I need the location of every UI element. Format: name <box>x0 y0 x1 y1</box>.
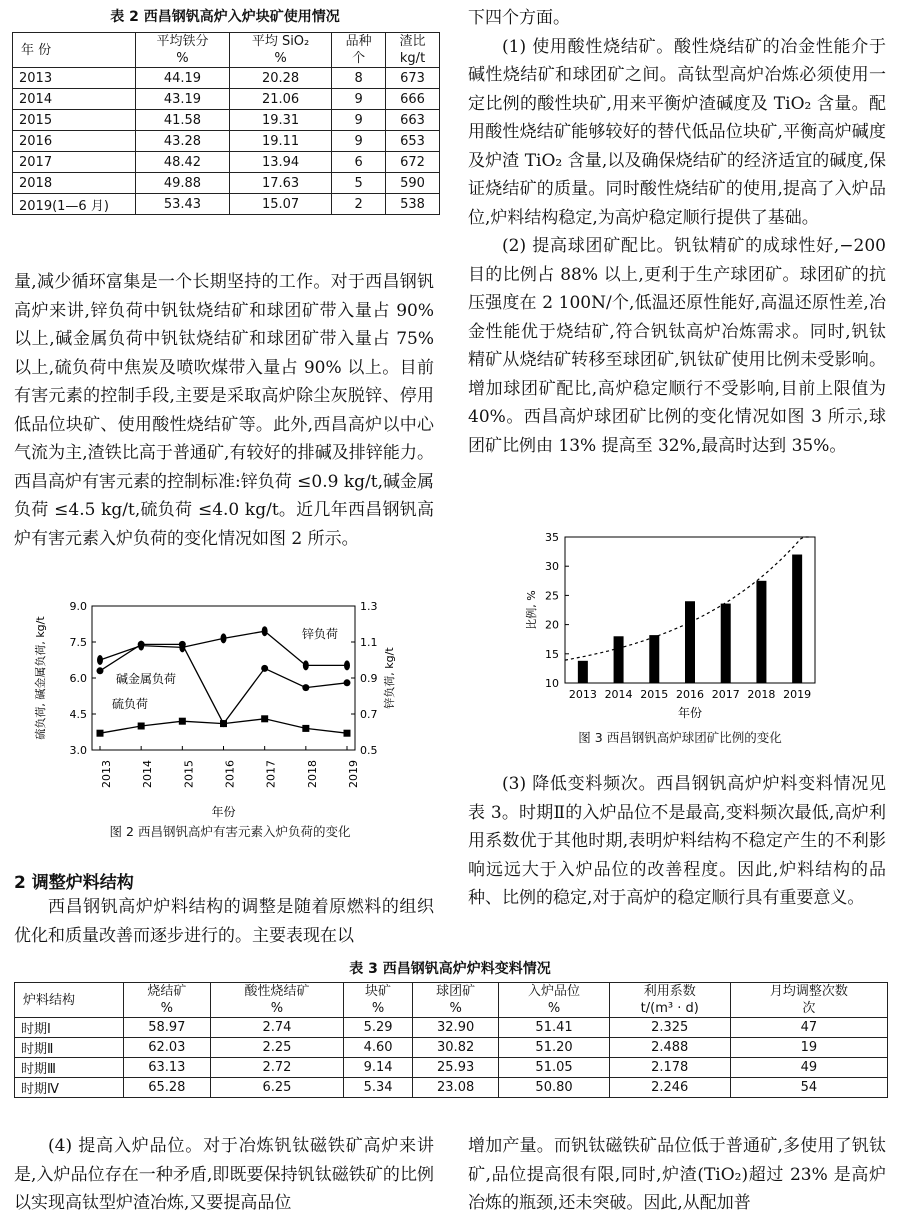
x-tick-label: 2017 <box>264 760 278 788</box>
table2-cell: 43.28 <box>136 131 230 152</box>
table2-cell: 2016 <box>13 131 136 152</box>
x-tick-label: 2013 <box>568 688 597 701</box>
table2-row <box>13 68 440 89</box>
series-marker-zinc <box>221 633 227 643</box>
series-marker-sulfur <box>138 723 145 730</box>
series-marker-zinc <box>303 660 309 670</box>
table3-header-label: 块矿 <box>365 984 392 999</box>
table2-cell: 2013 <box>13 68 136 89</box>
x-tick-label: 2014 <box>604 688 633 701</box>
right-column-text-top <box>468 4 886 460</box>
table3-cell: 50.80 <box>499 1078 609 1098</box>
series-marker-alkali <box>302 684 309 691</box>
annotation-zinc: 锌负荷 <box>302 627 339 641</box>
table2-header-label: 年 份 <box>21 42 52 58</box>
table2-header-cell <box>332 33 386 68</box>
table2-cell: 21.06 <box>229 89 331 110</box>
table2-row <box>13 110 440 131</box>
table3-header-label: 月均调整次数 <box>769 984 848 999</box>
y-tick-label: 20 <box>545 618 559 632</box>
series-marker-sulfur <box>97 730 104 737</box>
table2-header-cell <box>13 33 136 68</box>
x-tick-label: 2018 <box>747 688 776 701</box>
table2-header-row <box>13 33 440 68</box>
table2-cell: 2018 <box>13 173 136 194</box>
y-tick-label: 10 <box>545 677 559 690</box>
table3-row <box>15 1058 888 1078</box>
left-tick-label: 7.5 <box>69 636 87 649</box>
table3-cell: 时期Ⅱ <box>15 1038 124 1058</box>
table3-cell: 4.60 <box>344 1038 413 1058</box>
table2-cell: 9 <box>332 110 386 131</box>
table2-cell: 590 <box>386 173 440 194</box>
table2-header-label: 平均铁分 <box>156 34 209 49</box>
x-tick-label: 2014 <box>141 760 155 788</box>
table2 <box>12 32 440 215</box>
series-marker-alkali <box>261 665 268 672</box>
table3-cell: 25.93 <box>412 1058 499 1078</box>
table3-row <box>15 1038 888 1058</box>
table3-cell: 2.25 <box>210 1038 344 1058</box>
table2-caption: 表 2 西昌钢钒高炉入炉块矿使用情况 <box>110 9 340 25</box>
right-tick-label: 1.3 <box>360 600 378 613</box>
x-tick-label: 2015 <box>182 760 196 788</box>
series-marker-zinc <box>262 626 268 636</box>
table2-cell: 672 <box>386 152 440 173</box>
right-column-text-bottom <box>468 770 886 913</box>
table3-cell: 19 <box>730 1038 887 1058</box>
bar <box>792 555 802 683</box>
section-heading: 2 调整炉料结构 <box>14 873 134 893</box>
left-tick-label: 6.0 <box>69 672 87 685</box>
table2-row <box>13 194 440 215</box>
left-axis-label: 硫负荷, 碱金属负荷, kg/t <box>34 616 47 740</box>
table2-cell: 5 <box>332 173 386 194</box>
table3-cell: 6.25 <box>210 1078 344 1098</box>
table3-cell: 65.28 <box>124 1078 211 1098</box>
table3-header-cell <box>15 983 124 1018</box>
x-tick-label: 2018 <box>305 760 319 788</box>
table3-cell: 32.90 <box>412 1018 499 1038</box>
table3-cell: 58.97 <box>124 1018 211 1038</box>
table3-cell: 2.488 <box>609 1038 730 1058</box>
section2-text <box>14 893 434 950</box>
table2-header-unit: % <box>274 51 287 66</box>
table3-cell: 49 <box>730 1058 887 1078</box>
table2-cell: 538 <box>386 194 440 215</box>
series-marker-sulfur <box>302 725 309 732</box>
table3-header-cell <box>499 983 609 1018</box>
table3-grid <box>14 982 888 1098</box>
figure3-chart <box>515 525 825 725</box>
table3-cell: 时期Ⅳ <box>15 1078 124 1098</box>
table3-header-label: 球团矿 <box>436 984 476 999</box>
table2-header-label: 平均 SiO₂ <box>251 34 310 49</box>
x-axis-label: 年份 <box>211 805 236 819</box>
series-marker-alkali <box>179 641 186 648</box>
table2-cell: 19.11 <box>229 131 331 152</box>
table3-cell: 63.13 <box>124 1058 211 1078</box>
table3-cell: 47 <box>730 1018 887 1038</box>
table3-header-label: 烧结矿 <box>147 984 187 999</box>
table2-cell: 53.43 <box>136 194 230 215</box>
x-tick-label: 2013 <box>100 760 113 788</box>
table2-header-cell <box>136 33 230 68</box>
annotation-sulfur: 硫负荷 <box>112 697 149 711</box>
table2-cell: 9 <box>332 131 386 152</box>
x-tick-label: 2016 <box>223 760 237 788</box>
x-tick-label: 2019 <box>347 760 360 788</box>
table3-cell: 23.08 <box>412 1078 499 1098</box>
table3-header-cell <box>730 983 887 1018</box>
table3-header-cell <box>124 983 211 1018</box>
table2-cell: 17.63 <box>229 173 331 194</box>
bar <box>685 601 695 683</box>
table2-cell: 49.88 <box>136 173 230 194</box>
table3-cell: 9.14 <box>344 1058 413 1078</box>
table2-header-unit: kg/t <box>399 51 426 66</box>
right-axis-label: 锌负荷, kg/t <box>383 647 396 709</box>
left-column-text <box>14 268 434 553</box>
table3-cell: 时期Ⅰ <box>15 1018 124 1038</box>
table3-header-label: 利用系数 <box>643 984 696 999</box>
series-marker-alkali <box>138 641 145 648</box>
table2-header-label: 品种 <box>345 34 372 49</box>
x-tick-label: 2019 <box>783 688 812 701</box>
x-tick-label: 2016 <box>676 688 704 701</box>
table3-cell: 54 <box>730 1078 887 1098</box>
table2-cell: 663 <box>386 110 440 131</box>
table2-header-label: 渣比 <box>399 34 426 49</box>
bottom-left-text <box>14 1132 434 1218</box>
table2-cell: 666 <box>386 89 440 110</box>
table3-cell: 30.82 <box>412 1038 499 1058</box>
table2-cell: 41.58 <box>136 110 230 131</box>
right-paragraph-2: (2) 提高球团矿配比。钒钛精矿的成球性好,−200 目的比例占 88% 以上,更利于生产球团矿。球团矿的抗压强度在 2 100N/个,低温还原性能好,高温还原性差,冶金性能优于烧结矿,符合钒钛高炉冶炼需求。同时,钒钛精矿从烧结矿转移至球团矿,钒钛矿使用比例未受影响。增加球团矿配比,高炉稳定顺行不受影响,目前上限值为 40%。西昌高炉球团矿比例的变化情况如图 3 所示,球团矿比例由 13% 提高至 32%,最高时达到 35%。 <box>468 236 886 456</box>
table2-row <box>13 152 440 173</box>
left-paragraph: 量,减少循环富集是一个长期坚持的工作。对于西昌钢钒高炉来讲,锌负荷中钒钛烧结矿和球团矿带入量占 90% 以上,碱金属负荷中钒钛烧结矿和球团矿带入量占 75% 以上,硫负荷中焦炭及喷吹煤带入量占 90% 以上。目前有害元素的控制手段,主要是采取高炉除尘灰脱锌、停用低品位块矿、使用酸性烧结矿等。此外,西昌高炉以中心气流为主,渣铁比高于普通矿,有较好的排碱及排锌能力。西昌高炉有害元素的控制标准:锌负荷 ≤0.9 kg/t,碱金属负荷 ≤4.5 kg/t,硫负荷 ≤4.0 kg/t。近几年西昌钢钒高炉有害元素入炉负荷的变化情况如图 2 所示。 <box>14 272 434 549</box>
table3-header-cell <box>344 983 413 1018</box>
table3-row <box>15 1018 888 1038</box>
bottom-right-text <box>468 1132 886 1218</box>
table3-cell: 62.03 <box>124 1038 211 1058</box>
right-tick-label: 0.7 <box>360 708 378 721</box>
table2-cell: 2015 <box>13 110 136 131</box>
bar <box>721 604 731 683</box>
y-tick-label: 30 <box>545 560 559 574</box>
table3 <box>14 982 888 1098</box>
table3-header-label: 酸性烧结矿 <box>244 984 310 999</box>
figure3-caption: 图 3 西昌钢钒高炉球团矿比例的变化 <box>578 730 782 745</box>
table2-cell: 43.19 <box>136 89 230 110</box>
bar <box>614 636 624 683</box>
table3-cell: 51.41 <box>499 1018 609 1038</box>
table3-caption: 表 3 西昌钢钒高炉炉料变料情况 <box>349 961 551 977</box>
table2-row <box>13 131 440 152</box>
table3-header-cell <box>412 983 499 1018</box>
table3-header-label: 炉料结构 <box>23 992 76 1008</box>
y-tick-label: 25 <box>545 589 559 603</box>
table2-cell: 673 <box>386 68 440 89</box>
bar <box>649 635 659 683</box>
table3-header-unit: % <box>270 1001 284 1016</box>
table3-cell: 2.325 <box>609 1018 730 1038</box>
table3-header-unit: % <box>449 1001 462 1016</box>
table2-cell: 15.07 <box>229 194 331 215</box>
figure3-plot <box>524 531 815 720</box>
bottom-left-paragraph: (4) 提高入炉品位。对于冶炼钒钛磁铁矿高炉来讲是,入炉品位存在一种矛盾,即既要保持钒钛磁铁矿的比例以实现高钛型炉渣冶炼,又要提高品位 <box>14 1136 434 1213</box>
bottom-right-paragraph: 增加产量。而钒钛磁铁矿品位低于普通矿,多使用了钒钛矿,品位提高很有限,同时,炉渣(TiO₂)超过 23% 是高炉冶炼的瓶颈,还未突破。因此,从配加普 <box>468 1136 886 1213</box>
table3-header-unit: % <box>547 1001 561 1016</box>
table3-cell: 2.72 <box>210 1058 344 1078</box>
right-tick-label: 1.1 <box>360 636 378 649</box>
right-tick-label: 0.5 <box>360 744 378 757</box>
table3-cell: 5.29 <box>344 1018 413 1038</box>
table2-cell: 2017 <box>13 152 136 173</box>
annotation-alkali: 碱金属负荷 <box>116 672 177 686</box>
x-tick-label: 2015 <box>640 688 669 701</box>
table3-header-row <box>15 983 888 1018</box>
figure2-plot <box>33 600 396 819</box>
y-tick-label: 15 <box>545 647 559 661</box>
x-tick-label: 2017 <box>711 688 740 701</box>
right-paragraph-3: (3) 降低变料频次。西昌钢钒高炉炉料变料情况见表 3。时期Ⅱ的入炉品位不是最高,变料频次最低,高炉利用系数优于其他时期,表明炉料结构不稳定产生的不利影响远远大于入炉品位的改善程度。因此,炉料结构的品种、比例的稳定,对于高炉的稳定顺行具有重要意义。 <box>468 774 886 908</box>
table2-cell: 20.28 <box>229 68 331 89</box>
series-marker-zinc <box>97 655 103 665</box>
left-tick-label: 9.0 <box>69 600 87 613</box>
table3-header-unit: 次 <box>802 1001 816 1016</box>
table3-header-cell <box>609 983 730 1018</box>
table3-header-unit: t/(m³ · d) <box>640 1001 699 1016</box>
table2-header-cell <box>229 33 331 68</box>
table2-header-unit: % <box>176 51 189 66</box>
table3-cell: 5.34 <box>344 1078 413 1098</box>
x-axis-label: 年份 <box>677 706 703 720</box>
table2-cell: 48.42 <box>136 152 230 173</box>
table2-row <box>13 89 440 110</box>
series-marker-alkali <box>344 679 351 686</box>
table3-header-label: 入炉品位 <box>528 984 581 999</box>
table2-cell: 6 <box>332 152 386 173</box>
left-tick-label: 4.5 <box>69 708 87 721</box>
series-marker-sulfur <box>344 730 351 737</box>
table2-cell: 44.19 <box>136 68 230 89</box>
table3-cell: 51.05 <box>499 1058 609 1078</box>
table2-cell: 2014 <box>13 89 136 110</box>
right-paragraph-0: 下四个方面。 <box>468 8 570 28</box>
table3-header-unit: % <box>371 1001 385 1016</box>
y-tick-label: 35 <box>545 531 559 544</box>
table2-row <box>13 173 440 194</box>
figure2-chart <box>30 590 430 830</box>
y-axis-label: 比例, % <box>525 590 538 630</box>
table2-cell: 8 <box>332 68 386 89</box>
table3-cell: 时期Ⅲ <box>15 1058 124 1078</box>
table3-cell: 2.178 <box>609 1058 730 1078</box>
series-marker-zinc <box>344 660 350 670</box>
left-tick-label: 3.0 <box>69 744 87 757</box>
table2-grid <box>12 32 440 215</box>
table2-header-cell <box>386 33 440 68</box>
series-marker-sulfur <box>220 720 227 727</box>
table2-cell: 19.31 <box>229 110 331 131</box>
series-marker-alkali <box>97 667 104 674</box>
table2-cell: 13.94 <box>229 152 331 173</box>
table2-cell: 653 <box>386 131 440 152</box>
table2-header-unit: 个 <box>352 51 366 66</box>
table3-header-unit: % <box>160 1001 174 1016</box>
bar <box>578 661 588 683</box>
right-paragraph-1: (1) 使用酸性烧结矿。酸性烧结矿的冶金性能介于碱性烧结矿和球团矿之间。高钛型高炉冶炼必须使用一定比例的酸性块矿,用来平衡炉渣碱度及 TiO₂ 含量。配用酸性烧结矿能够较好的替代低品位块矿,平衡高炉碱度及炉渣 TiO₂ 含量,以及确保烧结矿的经济适宜的碱度,保证烧结矿的质量。同时酸性烧结矿的使用,提高了入炉品位,炉料结构稳定,为高炉稳定顺行提供了基础。 <box>468 36 886 228</box>
table3-cell: 2.246 <box>609 1078 730 1098</box>
section2-paragraph: 西昌钢钒高炉炉料结构的调整是随着原燃料的组织优化和质量改善而逐步进行的。主要表现在以 <box>14 897 434 946</box>
bar <box>756 581 766 683</box>
table3-row <box>15 1078 888 1098</box>
figure2-caption: 图 2 西昌钢钒高炉有害元素入炉负荷的变化 <box>109 824 351 839</box>
series-marker-sulfur <box>179 718 186 725</box>
table2-cell: 9 <box>332 89 386 110</box>
table3-cell: 51.20 <box>499 1038 609 1058</box>
right-tick-label: 0.9 <box>360 672 378 685</box>
table3-cell: 2.74 <box>210 1018 344 1038</box>
table2-cell: 2 <box>332 194 386 215</box>
series-marker-sulfur <box>261 715 268 722</box>
table2-cell: 2019(1—6 月) <box>13 194 136 215</box>
table3-header-cell <box>210 983 344 1018</box>
